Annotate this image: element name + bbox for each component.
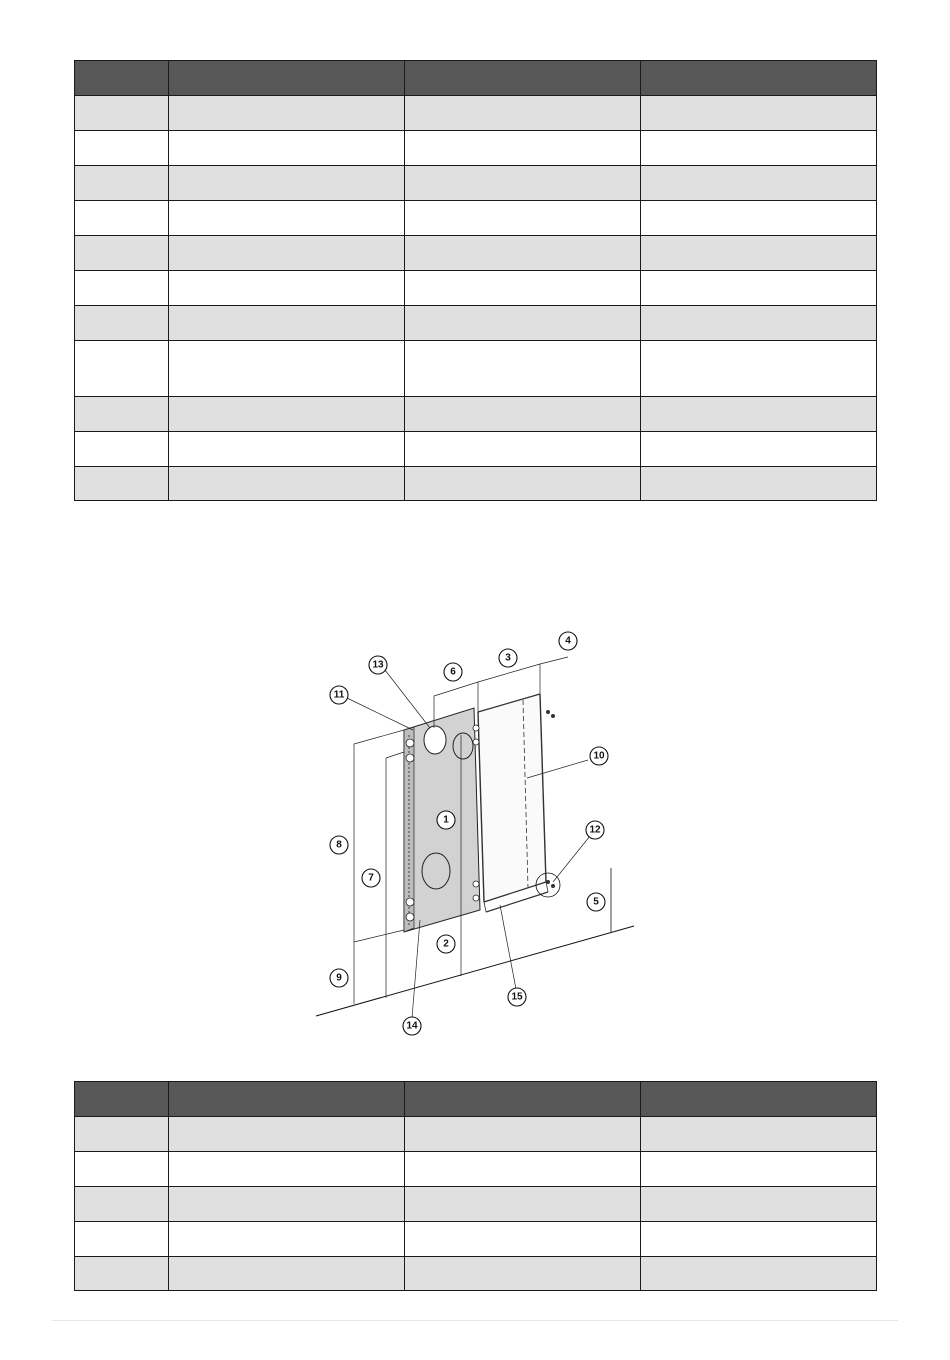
svg-text:15: 15 [511,991,523,1003]
callout-4 [559,632,577,650]
svg-text:9: 9 [336,972,342,984]
table-header-row [75,61,877,96]
svg-text:2: 2 [443,938,449,950]
callout-8 [330,836,348,854]
callout-5 [587,893,605,911]
table-row [75,1117,877,1152]
svg-text:6: 6 [450,666,456,678]
table-row [75,467,877,501]
table-row [75,306,877,341]
svg-text:7: 7 [368,872,374,884]
table-row [75,1187,877,1222]
svg-text:14: 14 [406,1020,418,1032]
callout-6 [444,663,462,681]
callout-15 [508,988,526,1006]
table-row [75,1152,877,1187]
callout-10 [590,747,608,765]
parts-table-bottom [74,1081,877,1291]
callout-1 [437,811,455,829]
table-row [75,432,877,467]
callout-13 [369,656,387,674]
svg-text:4: 4 [565,635,571,647]
callout-9 [330,969,348,987]
callout-7 [362,869,380,887]
parts-table-top [74,60,877,501]
mounting-frame-diagram [300,625,650,1045]
svg-text:5: 5 [593,896,599,908]
callout-3 [499,649,517,667]
table-row [75,271,877,306]
svg-text:11: 11 [333,689,345,701]
table-row [75,96,877,131]
table-row [75,1257,877,1291]
table-row [75,201,877,236]
svg-text:13: 13 [372,659,384,671]
callout-2 [437,935,455,953]
table-row [75,166,877,201]
svg-text:1: 1 [443,814,449,826]
table-header-row [75,1082,877,1117]
footer-divider [52,1320,898,1321]
table-row [75,397,877,432]
table-row [75,341,877,397]
table-row [75,131,877,166]
callout-11 [330,686,348,704]
svg-text:12: 12 [589,824,601,836]
callout-12 [586,821,604,839]
svg-text:8: 8 [336,839,342,851]
table-row [75,1222,877,1257]
callout-14 [403,1017,421,1035]
svg-text:3: 3 [505,652,511,664]
svg-text:10: 10 [593,750,605,762]
table-row [75,236,877,271]
